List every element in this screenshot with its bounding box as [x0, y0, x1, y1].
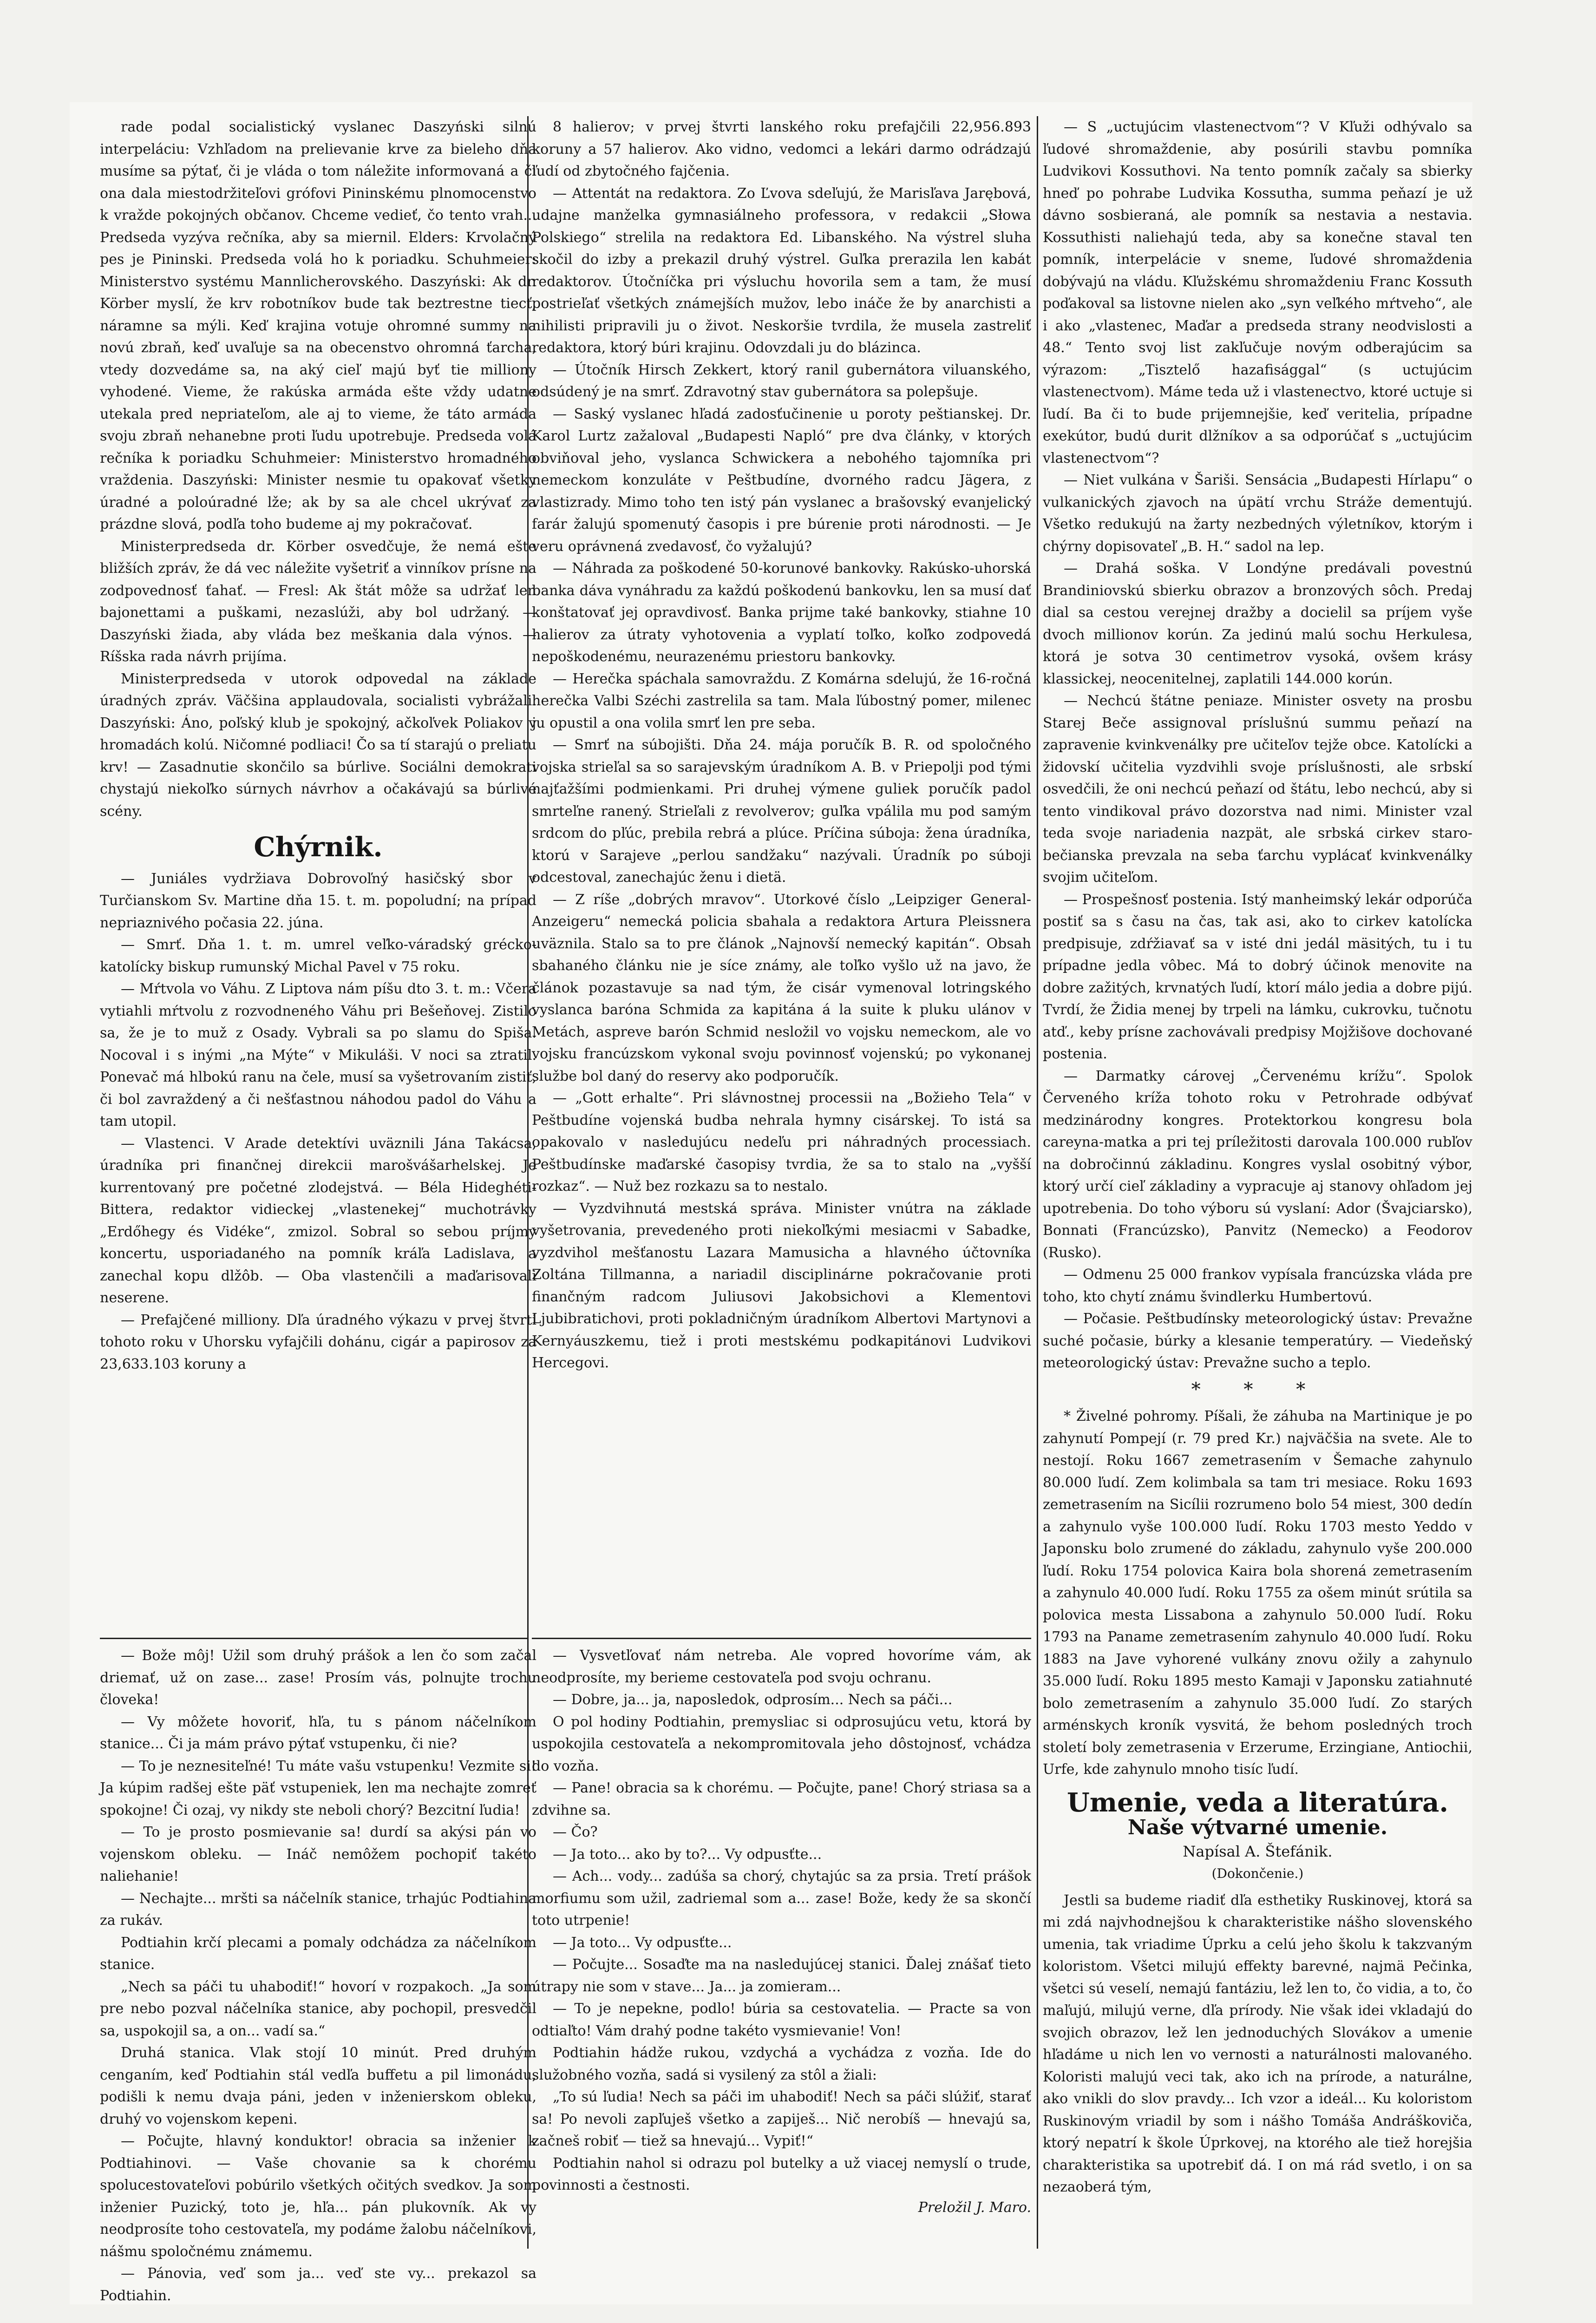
- feuilleton-paragraph: — Ja toto... Vy odpusťte...: [553, 1934, 732, 1951]
- feuilleton-paragraph: Podtiahin hádže rukou, vzdychá a vychádza z vozňa. Ide do služobného vozňa, sadá si vysilený za stôl a žiali:: [532, 2045, 1031, 2083]
- feuilleton-paragraph: — Vy môžete hovoriť, hľa, tu s pánom náčelníkom stanice... Či ja mám právo pýtať vstupenku, či nie?: [100, 1713, 536, 1752]
- feuilleton-paragraph: — Čo?: [553, 1824, 598, 1840]
- feuilleton-paragraph: — Počujte... Sosaďte ma na nasledujúcej stanici. Ďalej znášať tieto útrapy nie som v stave... Ja... ja zomieram...: [532, 1956, 1031, 1995]
- feuilleton-paragraph: — To je nepekne, podlo! búria sa cestovatelia. — Practe sa von odtiaľto! Vám drahý podne takéto vysmievanie! Von!: [532, 2001, 1031, 2039]
- section-separator-stars: * * *: [1191, 1378, 1324, 1400]
- paragraph: rade podal socialistický vyslanec Daszyński silnú interpeláciu: Vzhľadom na prelievanie krve za bieleho dňa musíme sa pýtať, či je vláda o tom náležite informovaná a či ona dala miestodržiteľovi grófovi Pininskému plnomocenstvo k vražde pokojných občanov. Chceme vedieť, čo tento vrah... Predseda vyzýva rečníka, aby sa miernil. Elders: Krvolačný pes je Pininski. Predseda volá ho k poriadku. Schuhmeier: Ministerstvo systému Mannlicherovského. Daszyński: Ak dr. Körber myslí, že krv robotníkov bude tak beztrestne tiecť, náramne sa mýli. Keď krajina votuje ohromné summy na novú zbraň, keď uvaľuje sa na obecenstvo ohromná ťarcha, vtedy dozvedáme sa, na aký cieľ majú byť tie milliony vyhodené. Vieme, že rakúska armáda ešte vždy udatne utekala pred nepriateľom, ale aj to vieme, že táto armáda svoju zbraň nehanebne proti ľudu upotrebuje. Predseda volá rečníka k poriadku Schuhmeier: Ministerstvo hromadného vraždenia. Daszyński: Minister nesmie tu opakovať všetky úradné a poloúradné lže; ak by sa ale chcel ukrývať za prázdne slová, podľa toho budeme aj my pokračovať.: [100, 119, 536, 532]
- news-item: — Mŕtvola vo Váhu. Z Liptova nám píšu dto 3. t. m.: Včera vytiahli mŕtvolu z rozvodneného Váhu pri Bešeňovej. Zistilo sa, že je to muž z Osady. Vybrali sa po slamu do Spiša. Nocoval i s inými „na Mýte“ v Mikuláši. V noci sa ztratil. Ponevač má hlbokú ranu na čele, musí sa vyšetrovaním zistiť, či bol zavraždený a či nešťastnou náhodou padol do Váhu a tam utopil.: [100, 981, 536, 1129]
- feuilleton-paragraph: Podtiahin nahol si odrazu pol butelky a už viacej nemyslí o trude, povinnosti a čestnosti.: [532, 2155, 1031, 2193]
- news-item: 8 halierov; v prvej štvrti lanského roku prefajčili 22,956.893 koruny a 57 halierov. Ako vidno, vedomci a lekári darmo odrádzajú ľudí od zbytočného fajčenia.: [532, 119, 1031, 179]
- paragraph: Ministerpredseda v utorok odpovedal na základe úradných zpráv. Väčšina applaudovala, socialisti vybrážali. Daszyński: Áno, poľský klub je spokojný, ačkoľvek Poliakov v hromadách kolú. Ničomné podliaci! Čo sa tí starajú o preliatu krv! — Zasadnutie skončilo sa búrlive. Sociálni demokrati chystajú niekoľko súrnych návrhov a očakávajú sa búrlivé scény.: [100, 670, 536, 820]
- feuilleton-paragraph: — Pane! obracia sa k chorému. — Počujte, pane! Chorý striasa sa a zdvihne sa.: [532, 1780, 1031, 1818]
- feuilleton-paragraph: O pol hodiny Podtiahin, premysliac si odprosujúcu vetu, ktorá by uspokojila cestovateľa a nekompromitovala jeho dôstojnosť, vchádza do vozňa.: [532, 1713, 1031, 1774]
- news-item: — Vlastenci. V Arade detektívi uväznili Jána Takácsa, úradníka pri finančnej direkcii marošvášarhelskej. Je kurrentovaný pre početné zlodejstvá. — Béla Hideghéti-Bittera, redaktor vidieckej „vlastenekej“ muchotrávky „Erdőhegy és Vidéke“, zmizol. Sobral so sebou príjmy koncertu, usporiadaného na pomník kráľa Ladislava, a zanechal kopu dlžôb. — Oba vlastenčili a maďarisovali neserene.: [100, 1135, 536, 1306]
- paragraph: Ministerpredseda dr. Körber osvedčuje, že nemá ešte bližších zpráv, že dá vec náležite vyšetriť a vinníkov prísne na zodpovednosť ťahať. — Fresl: Ak štát môže sa udržať len bajonettami a puškami, nezaslúži, aby bol udržaný. — Daszyński žiada, aby vláda bez meškania dala výnos. — Ríšska rada návrh prijíma.: [100, 538, 536, 665]
- feuilleton-paragraph: „To sú ľudia! Nech sa páči im uhabodiť! Nech sa páči slúžiť, starať sa! Po nevoli zapľuješ všetko a zapiješ... Nič nerobíš — hnevajú sa, začneš robiť — tiež sa hnevajú... Vypiť!“: [532, 2089, 1031, 2149]
- news-item: — Smrť na súbojišti. Dňa 24. mája poručík B. R. od spoločného vojska strieľal sa so sarajevským úradníkom A. B. v Priepolji pod tými najťažšími podmienkami. Pri druhej výmene guliek poručík padol smrteľne ranený. Strieľali z revolverov; guľka vpálila mu pod samým srdcom do pľúc, prebila rebrá a plúce. Príčina súboja: žena úradníka, ktorú v Sarajeve „perlou sandžaku“ nazývali. Úradník po súboji odcestoval, zanechajúc ženu i dietä.: [532, 737, 1031, 886]
- news-item: — Drahá soška. V Londýne predávali povestnú Brandiniovskú sbierku obrazov a bronzových sôch. Predaj dial sa cestou verejnej dražby a docielil sa príjem vyše dvoch millionov korún. Za jedinú malú sochu Herkulesa, ktorá je sotva 30 centimetrov vysoká, ovšem krásy klassickej, neocenitelnej, zaplatili 144.000 korún.: [1043, 560, 1472, 687]
- news-item: — Darmatky cárovej „Červenému krížu“. Spolok Červeného kríža tohoto roku v Petrohrade odbývať medzinárodny kongres. Protektorkou kongresu bola careyna-matka a pri tej príležitosti darovala 100.000 rubľov na dobročinnú základinu. Kongres vyslal osobitný výbor, ktorý určí cieľ základiny a vypracuje aj stanovy ohľadom jej upotrebenia. Do toho výboru sú vyslaní: Ador (Švajciarsko), Bonnati (Francúzsko), Panvitz (Nemecko) a Feodorov (Rusko).: [1043, 1068, 1472, 1261]
- feuilleton-paragraph: — Ach... vody... zadúša sa chorý, chytajúc sa za prsia. Tretí prášok morfiumu som užil, zadriemal som a... zase! Bože, kedy že sa skončí toto utrpenie!: [532, 1868, 1031, 1929]
- column-2: [532, 116, 1031, 1374]
- news-item: — Počasie. Peštbudínsky meteorologický ústav: Prevažne suché počasie, búrky a klesanie temperatúry. — Viedeňský meteorologický ústav: Prevažne sucho a teplo.: [1043, 1311, 1472, 1371]
- feuilleton-paragraph: — Dobre, ja... ja, naposledok, odprosím... Nech sa páči...: [553, 1692, 953, 1708]
- news-item: — Vyzdvihnutá mestská správa. Minister vnútra na základe vyšetrovania, prevedeného proti niekoľkými mesiacmi v Sabadke, vyzdvihol mešťanostu Lazara Mamusicha a hlavného účtovníka Zoltána Tillmanna, a nariadil disciplinárne pokračovanie proti finančným radcom Juliusovi Jakobsichovi a Klementovi Ljubibratichovi, proti pokladničným úradníkom Albertovi Martynovi a Kernyáuszkemu, tiež i proti mestskému podkapitánovi Ludvikovi Hercegovi.: [532, 1200, 1031, 1371]
- news-item-pohromy: * Živelné pohromy. Píšali, že záhuba na Martinique je po zahynutí Pompejí (r. 79 pred Kr.) najväčšia na svete. Ale to nestojí. Roku 1667 zemetrasením v Šemache zahynulo 80.000 ľudí. Zem kolimbala sa tam tri mesiace. Roku 1693 zemetrasením na Sicílii rozrumeno bolo 54 miest, 300 dedín a zahynulo vyše 100.000 ľudí. Roku 1703 mesto Yeddo v Japonsku bolo zrumené do základu, zahynulo vyše 200.000 ľudí. Roku 1754 polovica Kaira bola shorená zemetrasením a zahynulo 40.000 ľudí. Roku 1755 za ošem minút srútila sa polovica mesta Lissabona a zahynulo 50.000 ľudí. Roku 1793 na Paname zemetrasením zahynulo 40.000 ľudí. Roku 1883 na Jave vyhorené vulkány znovu ožily a zahynulo 35.000 ľudí. Roku 1895 mesto Kamaji v Japonsku zatiahnuté bolo zemetrasením a zahynulo 35.000 ľudí. Zo starých arménskych kroník vysvitá, že behom posledných troch století boly zemetrasenia v Erzerume, Erzingiane, Antiochii, Urfe, kde zahynulo mnoho tisíc ľudí.: [1043, 1408, 1472, 1778]
- news-item: — Saský vyslanec hľadá zadosťučinenie u poroty peštianskej. Dr. Karol Lurtz zažaloval „Budapesti Napló“ pre dva články, v ktorých obviňoval jeho, vyslanca Schwickera a nebohého tajomníka pri nemeckom konzuláte v Peštbudíne, dvorného radcu Jägera, z vlastizrady. Mimo toho ten istý pán vyslanec a brašovský evanjelický farár žalujú spomenutý časopis i pre búrenie proti národnosti. — Je veru oprávnená zvedavosť, čo vyžalujú?: [532, 406, 1031, 555]
- feuilleton-paragraph: — Počujte, hlavný konduktor! obracia sa inženier k Podtiahinovi. — Vaše chovanie sa k chorému spolucestovateľovi pobúrilo všetkých očitých svedkov. Ja som inženier Puzický, toto je, hľa... pán plukovník. Ak vy neodprosíte toho cestovateľa, my podáme žalobu náčelníkovi, nášmu spoločnému známemu.: [100, 2133, 536, 2260]
- news-item: — Herečka spáchala samovraždu. Z Komárna sdelujú, že 16-ročná herečka Valbi Széchi zastrelila sa tam. Mala ľúbostný pomer, milenec ju opustil a ona volila smrť len pre seba.: [532, 670, 1031, 731]
- feuilleton-paragraph: — Bože môj! Užil som druhý prášok a len čo som začal driemať, už on zase... zase! Prosím vás, polnujte trochu človeka!: [100, 1647, 536, 1708]
- news-item: — Juniáles vydržiava Dobrovoľný hasičský sbor v Turčianskom Sv. Martine dňa 15. t. m. popoludní; na prípad nepriaznivého počasia 22. júna.: [100, 870, 536, 931]
- news-item: — Prospešnosť postenia. Istý manheimský lekár odporúča postiť sa s času na čas, tak asi, ako to cirkev katolícka predpisuje, zdŕžiavať sa v isté dni jedál mäsitých, tu i tu prípadne jedla vôbec. Má to dobrý účinok menovite na dobre zažitých, krvnatých ľudí, ktorí málo jedia a dobre pijú. Tvrdí, že Židia menej by trpeli na lámku, cukrovku, tučnotu atď., keby prísne zachovávali predpisy Mojžišove dochované postenia.: [1043, 891, 1472, 1062]
- article-title: Naše výtvarné umenie.: [1127, 1816, 1388, 1839]
- feuilleton-rule-2: [532, 1638, 1031, 1639]
- section-title-chyrnik: Chýrnik.: [254, 831, 383, 863]
- news-item: — Niet vulkána v Šariši. Sensácia „Budapesti Hírlapu“ o vulkanických zjavoch na úpätí vrchu Stráže dementujú. Všetko redukujú na žarty nezbedných výletníkov, ktorým i chýrny dopisovateľ „B. H.“ sadol na lep.: [1043, 472, 1472, 555]
- feuilleton-paragraph: — To je neznesiteľné! Tu máte vašu vstupenku! Vezmite si! Ja kúpim radšej ešte päť vstupeniek, len ma nechajte zomreť spokojne! Či ozaj, vy nikdy ste neboli chorý? Bezcitní ľudia!: [100, 1758, 536, 1818]
- column-2-feuilleton: [532, 1645, 1031, 2218]
- news-item: — S „uctujúcim vlastenectvom“? V Kľuži odhývalo sa ľudové shromaždenie, aby posúrili stavbu pomníka Ludvikovi Kossuthovi. Na tento pomník začaly sa sbierky hneď po pohrabe Ludvika Kossutha, summa peňazí je už dávno sosbieraná, ale pomník sa nestavia a nestavia. Kossuthisti naliehajú teda, aby sa konečne staval ten pomník, interpelácie v sneme, ľudové shromaždenia dobývajú na vládu. Kľužskému shromaždeniu Franc Kossuth poďakoval sa listovne nielen ako „syn veľkého mŕtveho“, ale i ako „vlastenec, Maďar a predseda strany neodvislosti a 48.“ Tento svoj list zakľučuje novým odberajúcim sa výrazom: „Tisztelő hazafisággal“ (s uctujúcim vlastenectvom). Máme teda už i vlastenectvo, ktoré uctuje si ľudí. Ba či to bude prijemnejšie, keď veritelia, prípadne exekútor, budú durit dlžníkov a sa odporúčať s „uctujúcim vlastenectvom“?: [1043, 119, 1472, 466]
- column-1-feuilleton: [100, 1645, 536, 2307]
- news-item: — Z ríše „dobrých mravov“. Utorkové číslo „Leipziger General-Anzeigeru“ nemecká policia sbahala a redaktora Artura Pleissnera uväznila. Stalo sa to pre článok „Najnovší nemecký kapitán“. Obsah sbahaného článku nie je síce známy, ale toľko vyšlo už na javo, že článok pozastavuje sa nad tým, že cisár vymenoval lotringského vyslanca baróna Schmida za kapitána á la suite k pluku ulánov v Metách, aspreve barón Schmid nesložil vo vojsku nemeckom, ale vo vojsku francúzskom vykonal svoju povinnosť vojenskú; po vykonanej službe bol daný do reservy ako podporučík.: [532, 891, 1031, 1084]
- news-item: — Prefajčené milliony. Dľa úradného výkazu v prvej štvrti tohoto roku v Uhorsku vyfajčili dohánu, cigár a papirosov za 23,633.103 koruny a: [100, 1312, 536, 1372]
- feuilleton-paragraph: — To je prosto posmievanie sa! durdí sa akýsi pán vo vojenskom obleku. — Ináč nemôžem pochopiť takéto naliehanie!: [100, 1824, 536, 1884]
- column-3: [1043, 116, 1472, 2198]
- feuilleton-paragraph: Druhá stanica. Vlak stojí 10 minút. Pred druhým cenganím, keď Podtiahin stál vedľa buffetu a pil limonádu, podišli k nemu dvaja páni, jeden v inženierskom obleku, druhý vo vojenskom kepeni.: [100, 2045, 536, 2127]
- news-item: — Útočník Hirsch Zekkert, ktorý ranil gubernátora viluanského, odsúdený je na smrť. Zdravotný stav gubernátora sa polepšuje.: [532, 361, 1031, 400]
- feuilleton-paragraph: Podtiahin krčí plecami a pomaly odchádza za náčelníkom stanice.: [100, 1934, 536, 1973]
- feuilleton-paragraph: „Nech sa páči tu uhabodiť!“ hovorí v rozpakoch. „Ja som pre nebo pozval náčelníka stanice, aby pochopil, presvedčil sa, uspokojil sa, a on... vadí sa.“: [100, 1978, 536, 2039]
- news-item: — Attentát na redaktora. Zo Ľvova sdeľujú, že Marisľava Jarębová, udajne manželka gymnasiálneho professora, v redakcii „Słowa Polskiego“ strelila na redaktora Ed. Libanského. Na výstrel sluha skočil do izby a prekazil druhý výstrel. Guľka prerazila len kabát redaktorov. Útočníčka pri výsluchu hovorila sem a tam, že musí postrieľať všetkých známejších mužov, lebo ináče že by anarchisti a nihilisti pripravili ju o život. Neskoršie tvrdila, že musela zastreliť redaktora, ktorý búri krajinu. Odovzdali ju do blázinca.: [532, 185, 1031, 356]
- feuilleton-rule-1: [100, 1638, 527, 1639]
- news-item: — Náhrada za poškodené 50-korunové bankovky. Rakúsko-uhorská banka dáva vynáhradu za každú poškodenú bankovku, len sa musí dať konštatovať jej opravdivosť. Banka prijme také bankovky, stiahne 10 halierov za útraty vyhotovenia a vyplatí toľko, koľko zodpovedá nepoškodenému, neurazenému priestoru bankovky.: [532, 560, 1031, 665]
- feuilleton-paragraph: — Pánovia, veď som ja... veď ste vy... prekazol sa Podtiahin.: [100, 2265, 536, 2304]
- news-item: — Smrť. Dňa 1. t. m. umrel veľko-váradský grécko-katolícky biskup rumunský Michal Pavel v 75 roku.: [100, 937, 536, 975]
- article-author: Napísal A. Štefánik.: [1183, 1842, 1333, 1860]
- column-rule-right: [1037, 116, 1038, 2249]
- news-item: — Nechcú štátne peniaze. Minister osvety na prosbu Starej Beče assignoval príslušnú summu peňazí na zapravenie kvinkvenálky pre učiteľov tejže obce. Katolícki a židovskí učitelia vyzdvihli svoje príslušnosti, ale srbskí osvedčili, že oni nechcú peňazí od štátu, lebo nechcú, aby si tento vindikoval právo dozorstva nad nimi. Minister vzal teda svoje nariadenia nazpät, ale srbská cirkev staro-bečianska prevzala na seba ťarchu vyplácať kvinkvenálky svojim učiteľom.: [1043, 693, 1472, 886]
- news-item: — „Gott erhalte“. Pri slávnostnej processii na „Božieho Tela“ v Peštbudíne vojenská budba nehrala hymny cisárskej. To istá sa opakovalo v nasledujúcu nedeľu pri náhradných processiach. Peštbudínske maďarské časopisy tvrdia, že sa to stalo na „vyšší rozkaz“. — Nuž bez rozkazu sa to nestalo.: [532, 1090, 1031, 1194]
- section-title-umenie: Umenie, veda a literatúra.: [1067, 1787, 1448, 1818]
- article-body: Jestli sa budeme riadiť dľa esthetiky Ruskinovej, ktorá sa mi zdá najvhodnejšou k charakteristike nášho slovenského umenia, tak vriadime Úprku a celú jeho školu k takzvaným koloristom. Všetci milujú effekty barevné, najmä Pečinka, všetci sú veselí, nemajú fantáziu, lež len to, čo vidia, a to, čo maľujú, milujú verne, dľa prírody. Nie však idei vkladajú do svojich obrazov, lež len jednoduchých Slovákov a umenie hľadáme u nich len vo vernosti a naturálnosti malovaného. Koloristi malujú veci tak, ako ich na prírode, a naturálne, ako vnikli do slov pravdy... Ich vzor a ideál... Ku koloristom Ruskinovým vriadil by som i nášho Tomáša Andráškoviča, ktorý nepatrí k škole Úprkovej, na ktorého ale tiež horejšia charakteristika sa upotrebiť dá. I on má rád svetlo, i on sa nezaoberá tým,: [1043, 1892, 1472, 2195]
- feuilleton-paragraph: — Ja toto... ako by to?... Vy odpusťte...: [553, 1846, 822, 1863]
- news-item: — Odmenu 25 000 frankov vypísala francúzska vláda pre toho, kto chytí známu švindlerku Humbertovú.: [1043, 1266, 1472, 1305]
- translator-signature: Preložil J. Maro.: [918, 2199, 1031, 2216]
- article-note: (Dokončenie.): [1211, 1866, 1304, 1881]
- column-1: [100, 116, 536, 1375]
- feuilleton-paragraph: — Vysvetľovať nám netreba. Ale vopred hovoríme vám, ak neodprosíte, my berieme cestovateľa pod svoju ochranu.: [532, 1647, 1031, 1686]
- feuilleton-paragraph: — Nechajte... mršti sa náčelník stanice, trhajúc Podtiahina za rukáv.: [100, 1890, 536, 1929]
